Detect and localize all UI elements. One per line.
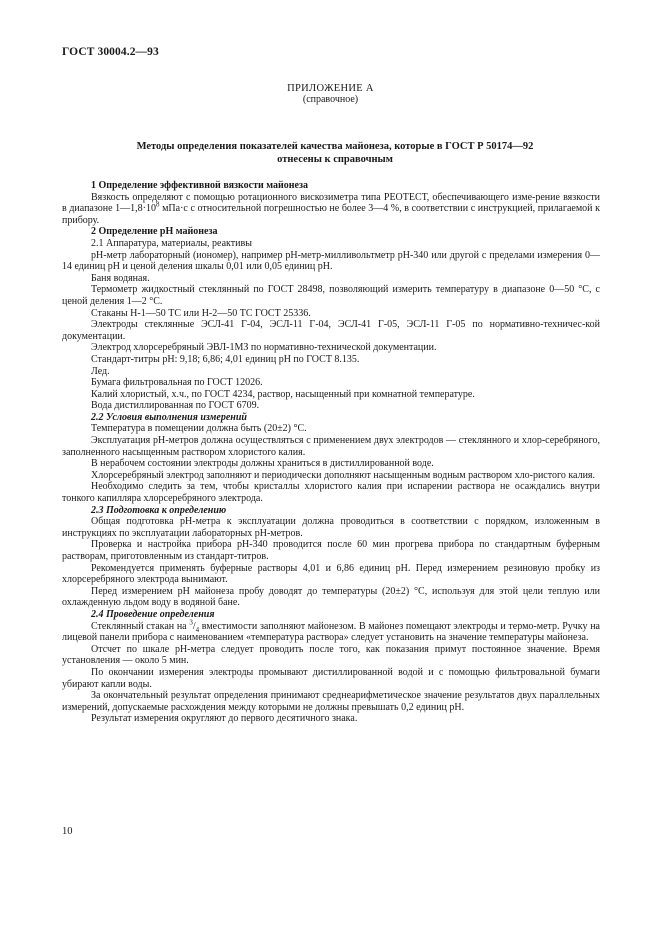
equipment-item: Стаканы Н-1—50 ТС или Н-2—50 ТС ГОСТ 25336. [91,307,311,319]
fraction-denominator: 4 [195,625,200,634]
section-1-heading: 1 Определение эффективной вязкости майонеза [91,180,308,191]
appendix-subtitle: (справочное) [302,94,359,105]
procedure-paragraph: По окончании измерения электроды промывают дистиллированной водой и с помощью фильтровальной бумаги убирают капли воды. [62,666,600,690]
main-title [80,140,590,166]
procedure-text-end: вместимости заполняют майонезом. В майонез помещают электроды и термо-метр. Ручку на лицевой панели прибора с наименованием «температура раствора» следует установить на значение температуры майонеза. [62,620,600,644]
equipment-item: Бумага фильтровальная по ГОСТ 12026. [91,377,263,389]
viscosity-exponent: 8 [155,200,160,209]
subsection-2-2-heading: 2.2 Условия выполнения измерений [91,411,247,423]
equipment-item: Калий хлористый, х.ч., по ГОСТ 4234, раствор, насыщенный при комнатной температуре. [91,388,475,400]
document-header: ГОСТ 30004.2—93 [62,46,159,58]
appendix-title: ПРИЛОЖЕНИЕ А [287,83,374,94]
preparation-paragraph: Проверка и настройка прибора рН-340 проводится после 60 мин прогрева прибора по стандартным буферным растворам, приготовленным из стандарт-титров. [62,539,600,562]
procedure-text-start: Стеклянный стакан на [91,620,190,632]
section-2-heading: 2 Определение рН майонеза [91,226,218,238]
viscosity-text-start: Вязкость определяют с помощью ротационного вискозиметра типа РЕОТЕСТ, обеспечивающего изме-рение вязкости в диапазоне 1—1,8·10 [62,191,600,215]
viscosity-text-end: мПа·с с относительной погрешностью не более 3—4 %, в соответствии с инструкцией, прилагаемой к прибору. [62,203,600,226]
preparation-paragraph: Перед измерением рН майонеза пробу доводят до температуры (20±2) °С, используя для этой цели теплую или охлажденную льдом воду в водяной бане. [62,585,600,609]
equipment-item: Стандарт-титры рН: 9,18; 6,86; 4,01 единиц рН по ГОСТ 8.135. [91,353,360,365]
equipment-item: Электрод хлорсеребряный ЭВЛ-1МЗ по нормативно-технической документации. [91,342,437,354]
procedure-paragraph: Результат измерения округляют до первого десятичного знака. [91,713,358,725]
equipment-item: Термометр жидкостный стеклянный по ГОСТ 28498, позволяющий измерить температуру в диапазоне 0—50 °С, с ценой деления 1—2 °С. [62,284,600,307]
procedure-paragraph-first [62,618,600,644]
equipment-item: Баня водяная. [91,272,150,284]
main-title-line-2: отнесены к справочным [277,154,393,165]
condition-paragraph: Хлорсеребряный электрод заполняют и периодически дополняют насыщенным водным раствором хло-ристого калия. [91,469,596,481]
procedure-paragraph: Отсчет по шкале рН-метра следует проводить после того, как показания примут постоянное значение. Время установления — около 5 мин. [62,643,600,667]
document-body [62,180,600,725]
main-title-line-1: Методы определения показателей качества майонеза, которые в ГОСТ Р 50174—92 [136,141,534,152]
page-number: 10 [62,826,73,837]
preparation-paragraph: Рекомендуется применять буферные растворы 4,01 и 6,86 единиц рН. Перед измерением резиновую пробку из хлорсеребряного электрода вынимают. [62,562,600,586]
procedure-paragraph: За окончательный результат определения принимают среднеарифметическое значение результатов двух параллельных измерений, допускаемые расхождения между которыми не должны превышать 0,2 единиц рН. [62,690,600,713]
condition-paragraph: В нерабочем состоянии электроды должны храниться в дистиллированной воде. [91,458,434,470]
condition-paragraph: Эксплуатация рН-метров должна осуществляться с применением двух электродов — стеклянного и хлор-серебряного, заполненного насыщенным раствором хлористого калия. [62,435,600,458]
subsection-2-4-heading: 2.4 Проведение определения [91,608,215,620]
section-1-paragraph [62,192,600,227]
subsection-2-1-heading: 2.1 Аппаратура, материалы, реактивы [91,237,252,249]
equipment-item: рН-метр лабораторный (иономер), например рН-метр-милливольтметр рН-340 или другой с пределами измерения 0—14 единиц рН и ценой деления шкалы 0,01 или 0,05 единиц рН. [62,249,600,273]
preparation-paragraph: Общая подготовка рН-метра к эксплуатации должна проводиться в соответствии с порядком, изложенным в инструкциях по эксплуатации лабораторных рН-метров. [62,516,600,539]
condition-paragraph: Необходимо следить за тем, чтобы кристаллы хлористого калия при испарении раствора не осаждались внутри тонкого капилляра хлорсеребряного электрода. [62,481,600,505]
fraction-slash: / [192,620,196,632]
subsection-2-3-heading: 2.3 Подготовка к определению [91,504,227,516]
equipment-item: Лед. [91,365,110,377]
fraction-numerator: 3 [189,618,193,627]
equipment-item: Электроды стеклянные ЭСЛ-41 Г-04, ЭСЛ-11 Г-04, ЭСЛ-41 Г-05, ЭСЛ-11 Г-05 по нормативно-техничес-кой документации. [62,319,600,342]
condition-paragraph: Температура в помещении должна быть (20±2) °С. [91,423,307,435]
equipment-item: Вода дистиллированная по ГОСТ 6709. [91,400,260,412]
